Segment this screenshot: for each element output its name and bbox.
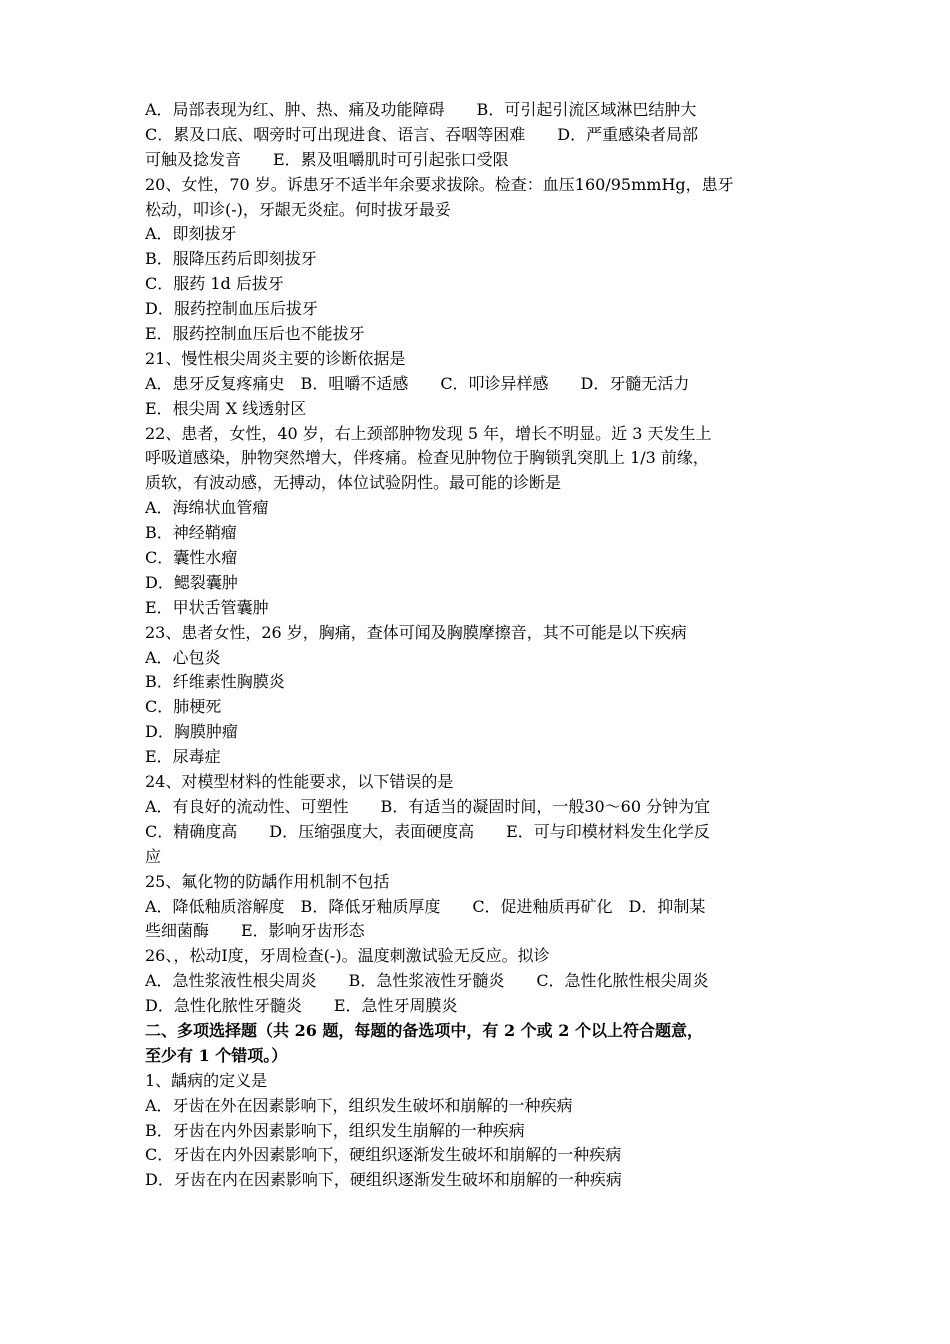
option-line: C．牙齿在内外因素影响下，硬组织逐渐发生破坏和崩解的一种疾病 [145, 1145, 622, 1165]
option-line: B．神经鞘瘤 [145, 523, 237, 543]
section-heading: 二、多项选择题（共 26 题，每题的备选项中，有 2 个或 2 个以上符合题意， [145, 1020, 703, 1040]
option-line: D．服药控制血压后拔牙 [145, 299, 318, 319]
option-line: C．服药 1d 后拔牙 [145, 274, 284, 294]
question-24-stem: 24、对模型材料的性能要求，以下错误的是 [145, 772, 454, 792]
option-line: B．牙齿在内外因素影响下，组织发生崩解的一种疾病 [145, 1120, 525, 1140]
text-line: 松动，叩诊(-)，牙龈无炎症。何时拔牙最妥 [145, 199, 451, 219]
option-line: D．急性化脓性牙髓炎 E．急性牙周膜炎 [145, 996, 458, 1016]
option-line: D．胸膜肿瘤 [145, 722, 238, 742]
text-line: 呼吸道感染，肿物突然增大，伴疼痛。检查见肿物位于胸锁乳突肌上 1/3 前缘， [145, 448, 709, 468]
option-line: B．服降压药后即刻拔牙 [145, 249, 317, 269]
option-line: B．纤维素性胸膜炎 [145, 672, 285, 692]
option-line: E．甲状舌管囊肿 [145, 597, 269, 617]
option-line: D．牙齿在内在因素影响下，硬组织逐渐发生破坏和崩解的一种疾病 [145, 1170, 622, 1190]
option-line: C．囊性水瘤 [145, 548, 238, 568]
text-line: 些细菌酶 E．影响牙齿形态 [145, 921, 365, 941]
option-line: C．肺梗死 [145, 697, 222, 717]
question-26-stem: 26、，松动Ⅰ度，牙周检查(-)。温度刺激试验无反应。拟诊 [145, 946, 550, 966]
question-22-stem: 22、患者，女性，40 岁，右上颈部肿物发现 5 年，增长不明显。近 3 天发生上 [145, 423, 712, 443]
option-line: E．尿毒症 [145, 747, 221, 767]
option-line: E．根尖周 X 线透射区 [145, 398, 307, 418]
question-21-stem: 21、慢性根尖周炎主要的诊断依据是 [145, 348, 406, 368]
option-line: E．服药控制血压后也不能拔牙 [145, 324, 365, 344]
option-line: D．鳃裂囊肿 [145, 572, 238, 592]
text-line: 可触及捻发音 E．累及咀嚼肌时可引起张口受限 [145, 149, 509, 169]
question-23-stem: 23、患者女性，26 岁，胸痛，查体可闻及胸膜摩擦音，其不可能是以下疾病 [145, 622, 687, 642]
document-page [145, 98, 810, 1193]
question-20-stem: 20、女性，70 岁。诉患牙不适半年余要求拔除。检查：血压160/95mmHg，患牙 [145, 174, 734, 194]
option-line: A．有良好的流动性、可塑性 B．有适当的凝固时间，一般30～60 分钟为宜 [145, 796, 711, 816]
text-line: 质软，有波动感，无搏动，体位试验阴性。最可能的诊断是 [145, 473, 562, 493]
option-line: C．精确度高 D．压缩强度大，表面硬度高 E．可与印模材料发生化学反 [145, 821, 710, 841]
option-line: A．海绵状血管瘤 [145, 498, 269, 518]
text-line: 应 [145, 846, 162, 866]
question-1-stem: 1、龋病的定义是 [145, 1070, 268, 1090]
option-line: A．即刻拔牙 [145, 224, 237, 244]
section-heading-cont: 至少有 1 个错项。） [145, 1045, 288, 1065]
option-line: A．心包炎 [145, 647, 221, 667]
option-line: A．降低釉质溶解度 B．降低牙釉质厚度 C．促进釉质再矿化 D．抑制某 [145, 896, 706, 916]
question-25-stem: 25、氟化物的防龋作用机制不包括 [145, 871, 390, 891]
option-line: A．牙齿在外在因素影响下，组织发生破坏和崩解的一种疾病 [145, 1095, 573, 1115]
option-line: A．患牙反复疼痛史 B．咀嚼不适感 C．叩诊异样感 D．牙髓无活力 [145, 373, 690, 393]
option-line: A．急性浆液性根尖周炎 B．急性浆液性牙髓炎 C．急性化脓性根尖周炎 [145, 971, 709, 991]
text-line: A．局部表现为红、肿、热、痛及功能障碍 B．可引起引流区域淋巴结肿大 [145, 100, 697, 119]
text-line: C．累及口底、咽旁时可出现进食、语言、吞咽等困难 D．严重感染者局部 [145, 124, 699, 144]
